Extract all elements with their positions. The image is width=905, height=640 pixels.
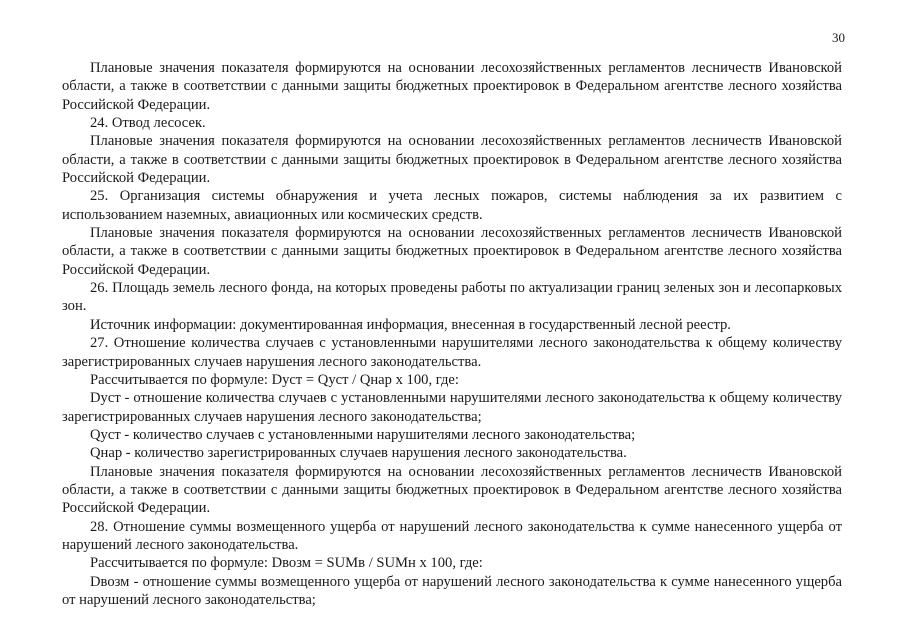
definition-dust: Dуст - отношение количества случаев с установленными нарушителями лесного законодательства к общему количеству зарегистрированных случаев нарушения лесного законодательства; <box>62 390 842 425</box>
item-28-heading: 28. Отношение суммы возмещенного ущерба от нарушений лесного законодательства к сумме нанесенного ущерба от нарушений лесного законодательства. <box>62 518 842 553</box>
paragraph-planned-values-1: Плановые значения показателя формируются на основании лесохозяйственных регламентов лесничеств Ивановской области, а также в соответствии с данными защиты бюджетных проектировок в Федеральном агентстве лесного хозяйства Российской Федерации. <box>62 60 842 113</box>
page-number: 30 <box>832 30 845 45</box>
paragraph-info-source: Источник информации: документированная информация, внесенная в государственный лесной реестр. <box>90 316 731 333</box>
paragraph-planned-values-2: Плановые значения показателя формируются на основании лесохозяйственных регламентов лесничеств Ивановской области, а также в соответствии с данными защиты бюджетных проектировок в Федеральном агентстве лесного хозяйства Российской Федерации. <box>62 133 842 187</box>
item-27-heading: 27. Отношение количества случаев с установленными нарушителями лесного законодательства к общему количеству зарегистрированных случаев нарушения лесного законодательства. <box>62 335 842 370</box>
formula-27: Рассчитывается по формуле: Dуст = Qуст / Qнар x 100, где: <box>90 371 459 388</box>
paragraph-planned-values-3: Плановые значения показателя формируются на основании лесохозяйственных регламентов лесничеств Ивановской области, а также в соответствии с данными защиты бюджетных проектировок в Федеральном агентстве лесного хозяйства Российской Федерации. <box>62 225 842 278</box>
definition-qust: Qуст - количество случаев с установленными нарушителями лесного законодательства; <box>90 426 636 443</box>
item-25-heading: 25. Организация системы обнаружения и учета лесных пожаров, системы наблюдения за их развитием с использованием наземных, авиационных или космических средств. <box>62 188 842 223</box>
paragraph-planned-values-4: Плановые значения показателя формируются на основании лесохозяйственных регламентов лесничеств Ивановской области, а также в соответствии с данными защиты бюджетных проектировок в Федеральном агентстве лесного хозяйства Российской Федерации. <box>62 463 842 517</box>
formula-28: Рассчитывается по формуле: Dвозм = SUMв / SUMн x 100, где: <box>90 555 483 572</box>
definition-qnar: Qнар - количество зарегистрированных случаев нарушения лесного законодательства. <box>90 445 627 462</box>
document-body <box>62 59 842 609</box>
item-24-heading: 24. Отвод лесосек. <box>90 115 206 132</box>
definition-dvozm: Dвозм - отношение суммы возмещенного ущерба от нарушений лесного законодательства к сумме нанесенного ущерба от нарушений лесного законодательства; <box>62 573 842 608</box>
item-26-heading: 26. Площадь земель лесного фонда, на которых проведены работы по актуализации границ зеленых зон и лесопарковых зон. <box>62 280 842 315</box>
